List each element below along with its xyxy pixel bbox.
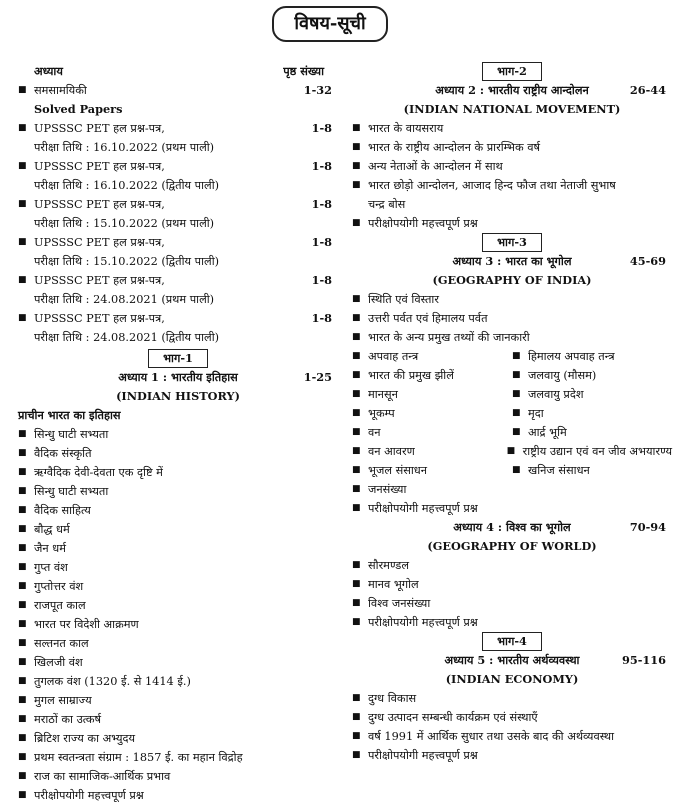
list-item[interactable]: ■ परीक्षोपयोगी महत्त्वपूर्ण प्रश्न [18,786,338,805]
list-item[interactable]: ■ दुग्ध उत्पादन सम्बन्धी कार्यक्रम एवं संस्थाएँ [352,708,672,727]
list-item[interactable]: ■ भारत के वायसराय [352,119,672,138]
bullet-icon: ■ [18,313,27,323]
solved-paper-date: परीक्षा तिथि : 15.10.2022 (द्वितीय पाली) [34,255,220,268]
bullet-icon: ■ [352,123,361,133]
toc-entry-current-affairs[interactable]: ■ समसामयिकी 1-32 [18,81,338,100]
chapter-3-title-en: (GEOGRAPHY OF INDIA) [432,273,592,287]
page-title: विषय-सूची [272,6,388,42]
list-item[interactable]: ■ मानसून [352,385,512,404]
bullet-icon: ■ [506,446,516,456]
list-item[interactable]: ■ गुप्त वंश [18,558,338,577]
bullet-icon: ■ [352,712,361,722]
bullet-icon: ■ [18,771,27,781]
bullet-icon: ■ [352,731,361,741]
chapter-4-title-en: (GEOGRAPHY OF WORLD) [427,539,597,553]
topic-cell [352,366,512,385]
list-item[interactable]: ■ उत्तरी पर्वत एवं हिमालय पर्वत [352,309,672,328]
left-column [18,62,338,805]
bullet-icon: ■ [512,465,521,475]
list-item[interactable]: ■ परीक्षोपयोगी महत्त्वपूर्ण प्रश्न [352,214,672,233]
solved-paper-date: परीक्षा तिथि : 24.08.2021 (द्वितीय पाली) [34,331,220,344]
bullet-icon: ■ [352,465,361,475]
bullet-icon: ■ [18,429,27,439]
bullet-icon: ■ [18,657,27,667]
solved-papers-heading: Solved Papers [34,102,123,116]
part-3-label: भाग-3 [482,233,542,252]
solved-paper-entry[interactable]: ■ UPSSSC PET हल प्रश्न-पत्र, 1-8 [18,233,338,252]
bullet-icon: ■ [18,85,27,95]
topic-cell [352,442,507,461]
list-item[interactable]: ■ राष्ट्रीय उद्यान एवं वन जीव अभयारण्य [507,442,672,461]
bullet-icon: ■ [18,638,27,648]
list-item[interactable]: ■ वर्ष 1991 में आर्थिक सुधार तथा उसके बाद की अर्थव्यवस्था [352,727,672,746]
topic-pair-row [352,385,672,404]
bullet-icon: ■ [18,543,27,553]
list-item[interactable]: ■ ब्रिटिश राज्य का अभ्युदय [18,729,338,748]
bullet-icon: ■ [352,693,361,703]
chapter-1-title-en: (INDIAN HISTORY) [116,389,240,403]
topic-cell [512,461,672,480]
chapter-3-title[interactable]: अध्याय 3 : भारत का भूगोल 45-69 [452,254,666,268]
chapter-5-title[interactable]: अध्याय 5 : भारतीय अर्थव्यवस्था 95-116 [444,653,666,667]
topic-pair-row [352,442,672,461]
topic-pair-row [352,461,672,480]
topic-cell [352,385,512,404]
topic-pair-row [352,366,672,385]
list-item[interactable]: ■ भारत के अन्य प्रमुख तथ्यों की जानकारी [352,328,672,347]
list-item[interactable]: ■ आर्द्र भूमि [512,423,672,442]
bullet-icon: ■ [18,237,27,247]
list-item[interactable]: ■ ऋग्वैदिक देवी-देवता एक दृष्टि में [18,463,338,482]
bullet-icon: ■ [18,581,27,591]
list-item[interactable]: ■ वन [352,423,512,442]
bullet-icon: ■ [18,275,27,285]
bullet-icon: ■ [352,484,361,494]
solved-paper-date: परीक्षा तिथि : 15.10.2022 (प्रथम पाली) [34,217,215,230]
bullet-icon: ■ [512,370,521,380]
bullet-icon: ■ [352,370,361,380]
chapter-3-topic-grid [352,347,672,480]
topic-cell [512,385,672,404]
list-item[interactable]: ■ सिन्धु घाटी सभ्यता [18,425,338,444]
list-item[interactable]: ■ सिन्धु घाटी सभ्यता [18,482,338,501]
bullet-icon: ■ [352,389,361,399]
bullet-icon: ■ [352,750,361,760]
topic-cell [512,347,672,366]
list-item[interactable]: ■ वैदिक साहित्य [18,501,338,520]
topic-cell [352,461,512,480]
bullet-icon: ■ [18,505,27,515]
bullet-icon: ■ [18,467,27,477]
list-item[interactable]: ■ मुगल साम्राज्य [18,691,338,710]
column-header: अध्याय पृष्ठ संख्या [34,64,324,78]
solved-paper-date: परीक्षा तिथि : 16.10.2022 (द्वितीय पाली) [34,179,220,192]
chapter-1-topic-list [18,425,338,805]
bullet-icon: ■ [352,142,361,152]
bullet-icon: ■ [352,294,361,304]
bullet-icon: ■ [352,332,361,342]
chapter-4-title[interactable]: अध्याय 4 : विश्व का भूगोल 70-94 [453,520,666,534]
list-item[interactable]: ■ बौद्ध धर्म [18,520,338,539]
list-item[interactable]: ■ भूजल संसाधन [352,461,512,480]
topic-cell [507,442,672,461]
solved-paper-date: परीक्षा तिथि : 24.08.2021 (प्रथम पाली) [34,293,215,306]
list-item[interactable]: ■ अन्य नेताओं के आन्दोलन में साथ [352,157,672,176]
chapter-1-title[interactable]: अध्याय 1 : भारतीय इतिहास 1-25 [118,370,332,384]
list-item[interactable]: ■ जलवायु (मौसम) [512,366,672,385]
bullet-icon: ■ [512,408,521,418]
bullet-icon: ■ [18,161,27,171]
list-item[interactable]: ■ हिमालय अपवाह तन्त्र [512,347,672,366]
list-item[interactable]: ■ जैन धर्म [18,539,338,558]
topic-pair-row [352,347,672,366]
list-item[interactable]: ■ परीक्षोपयोगी महत्त्वपूर्ण प्रश्न [352,613,672,632]
bullet-icon: ■ [18,676,27,686]
list-item[interactable]: ■ मृदा [512,404,672,423]
list-item[interactable]: ■ अपवाह तन्त्र [352,347,512,366]
part-1-label: भाग-1 [148,349,208,368]
bullet-icon: ■ [352,560,361,570]
topic-cell [512,404,672,423]
bullet-icon: ■ [512,351,521,361]
list-item[interactable]: ■ परीक्षोपयोगी महत्त्वपूर्ण प्रश्न [352,746,672,765]
chapter-5-title-en: (INDIAN ECONOMY) [445,672,579,686]
bullet-icon: ■ [18,562,27,572]
chapter-4-topic-list [352,556,672,632]
part-4-label: भाग-4 [482,632,542,651]
list-item[interactable]: ■ भारत की प्रमुख झीलें [352,366,512,385]
bullet-icon: ■ [352,617,361,627]
part-2-label: भाग-2 [482,62,542,81]
bullet-icon: ■ [352,427,361,437]
list-item[interactable]: ■ स्थिति एवं विस्तार [352,290,672,309]
chapter-2-topic-list [352,119,672,195]
bullet-icon: ■ [18,695,27,705]
bullet-icon: ■ [352,446,361,456]
chapter-2-title-en: (INDIAN NATIONAL MOVEMENT) [403,102,621,116]
chapter-5-topic-list [352,689,672,765]
list-item[interactable]: ■ जनसंख्या [352,480,672,499]
bullet-icon: ■ [352,351,361,361]
bullet-icon: ■ [18,733,27,743]
bullet-icon: ■ [512,389,521,399]
bullet-icon: ■ [18,600,27,610]
list-item[interactable]: ■ मानव भूगोल [352,575,672,594]
list-item[interactable]: ■ राजपूत काल [18,596,338,615]
solved-paper-entry[interactable]: ■ UPSSSC PET हल प्रश्न-पत्र, 1-8 [18,309,338,328]
solved-paper-date: परीक्षा तिथि : 16.10.2022 (प्रथम पाली) [34,141,215,154]
list-item[interactable]: ■ सौरमण्डल [352,556,672,575]
bullet-icon: ■ [18,619,27,629]
bullet-icon: ■ [352,408,361,418]
bullet-icon: ■ [18,123,27,133]
bullet-icon: ■ [512,427,521,437]
solved-paper-entry[interactable]: ■ UPSSSC PET हल प्रश्न-पत्र, 1-8 [18,271,338,290]
list-item[interactable]: ■ परीक्षोपयोगी महत्त्वपूर्ण प्रश्न [352,499,672,518]
solved-papers-list [18,119,338,347]
bullet-icon: ■ [18,790,27,800]
list-item[interactable]: ■ प्रथम स्वतन्त्रता संग्राम : 1857 ई. का महान विद्रोह [18,748,338,767]
list-item[interactable]: ■ विश्व जनसंख्या [352,594,672,613]
chapter-3-topic-list [352,290,672,347]
list-item[interactable]: ■ गुप्तोत्तर वंश [18,577,338,596]
topic-pair-row [352,404,672,423]
list-item[interactable]: ■ तुगलक वंश (1320 ई. से 1414 ई.) [18,672,338,691]
topic-cell [352,404,512,423]
list-item-continued: चन्द्र बोस [368,198,406,211]
bullet-icon: ■ [18,199,27,209]
list-item[interactable]: ■ सल्तनत काल [18,634,338,653]
bullet-icon: ■ [352,503,361,513]
list-item[interactable]: ■ दुग्ध विकास [352,689,672,708]
section-heading: प्राचीन भारत का इतिहास [18,408,121,422]
list-item[interactable]: ■ जलवायु प्रदेश [512,385,672,404]
bullet-icon: ■ [18,752,27,762]
list-item[interactable]: ■ खिलजी वंश [18,653,338,672]
bullet-icon: ■ [352,161,361,171]
topic-pair-row [352,423,672,442]
topic-cell [352,423,512,442]
bullet-icon: ■ [352,180,361,190]
bullet-icon: ■ [352,579,361,589]
bullet-icon: ■ [352,218,361,228]
topic-cell [512,366,672,385]
list-item[interactable]: ■ वैदिक संस्कृति [18,444,338,463]
chapter-2-title[interactable]: अध्याय 2 : भारतीय राष्ट्रीय आन्दोलन 26-44 [435,83,666,97]
bullet-icon: ■ [352,313,361,323]
list-item[interactable]: ■ राज का सामाजिक-आर्थिक प्रभाव [18,767,338,786]
bullet-icon: ■ [352,598,361,608]
list-item[interactable]: ■ भारत के राष्ट्रीय आन्दोलन के प्रारम्भिक वर्ष [352,138,672,157]
solved-paper-entry[interactable]: ■ UPSSSC PET हल प्रश्न-पत्र, 1-8 [18,157,338,176]
list-item[interactable]: ■ खनिज संसाधन [512,461,672,480]
solved-paper-entry[interactable]: ■ UPSSSC PET हल प्रश्न-पत्र, 1-8 [18,119,338,138]
list-item[interactable]: ■ वन आवरण [352,442,507,461]
solved-paper-entry[interactable]: ■ UPSSSC PET हल प्रश्न-पत्र, 1-8 [18,195,338,214]
list-item[interactable]: ■ भारत पर विदेशी आक्रमण [18,615,338,634]
bullet-icon: ■ [18,714,27,724]
bullet-icon: ■ [18,524,27,534]
topic-cell [352,347,512,366]
right-column [352,62,672,765]
topic-cell [512,423,672,442]
list-item[interactable]: ■ मराठों का उत्कर्ष [18,710,338,729]
bullet-icon: ■ [18,448,27,458]
bullet-icon: ■ [18,486,27,496]
list-item[interactable]: ■ भूकम्प [352,404,512,423]
chapter-3-topic-list-tail [352,480,672,518]
list-item[interactable]: ■ भारत छोड़ो आन्दोलन, आजाद हिन्द फौज तथा नेताजी सुभाष [352,176,672,195]
